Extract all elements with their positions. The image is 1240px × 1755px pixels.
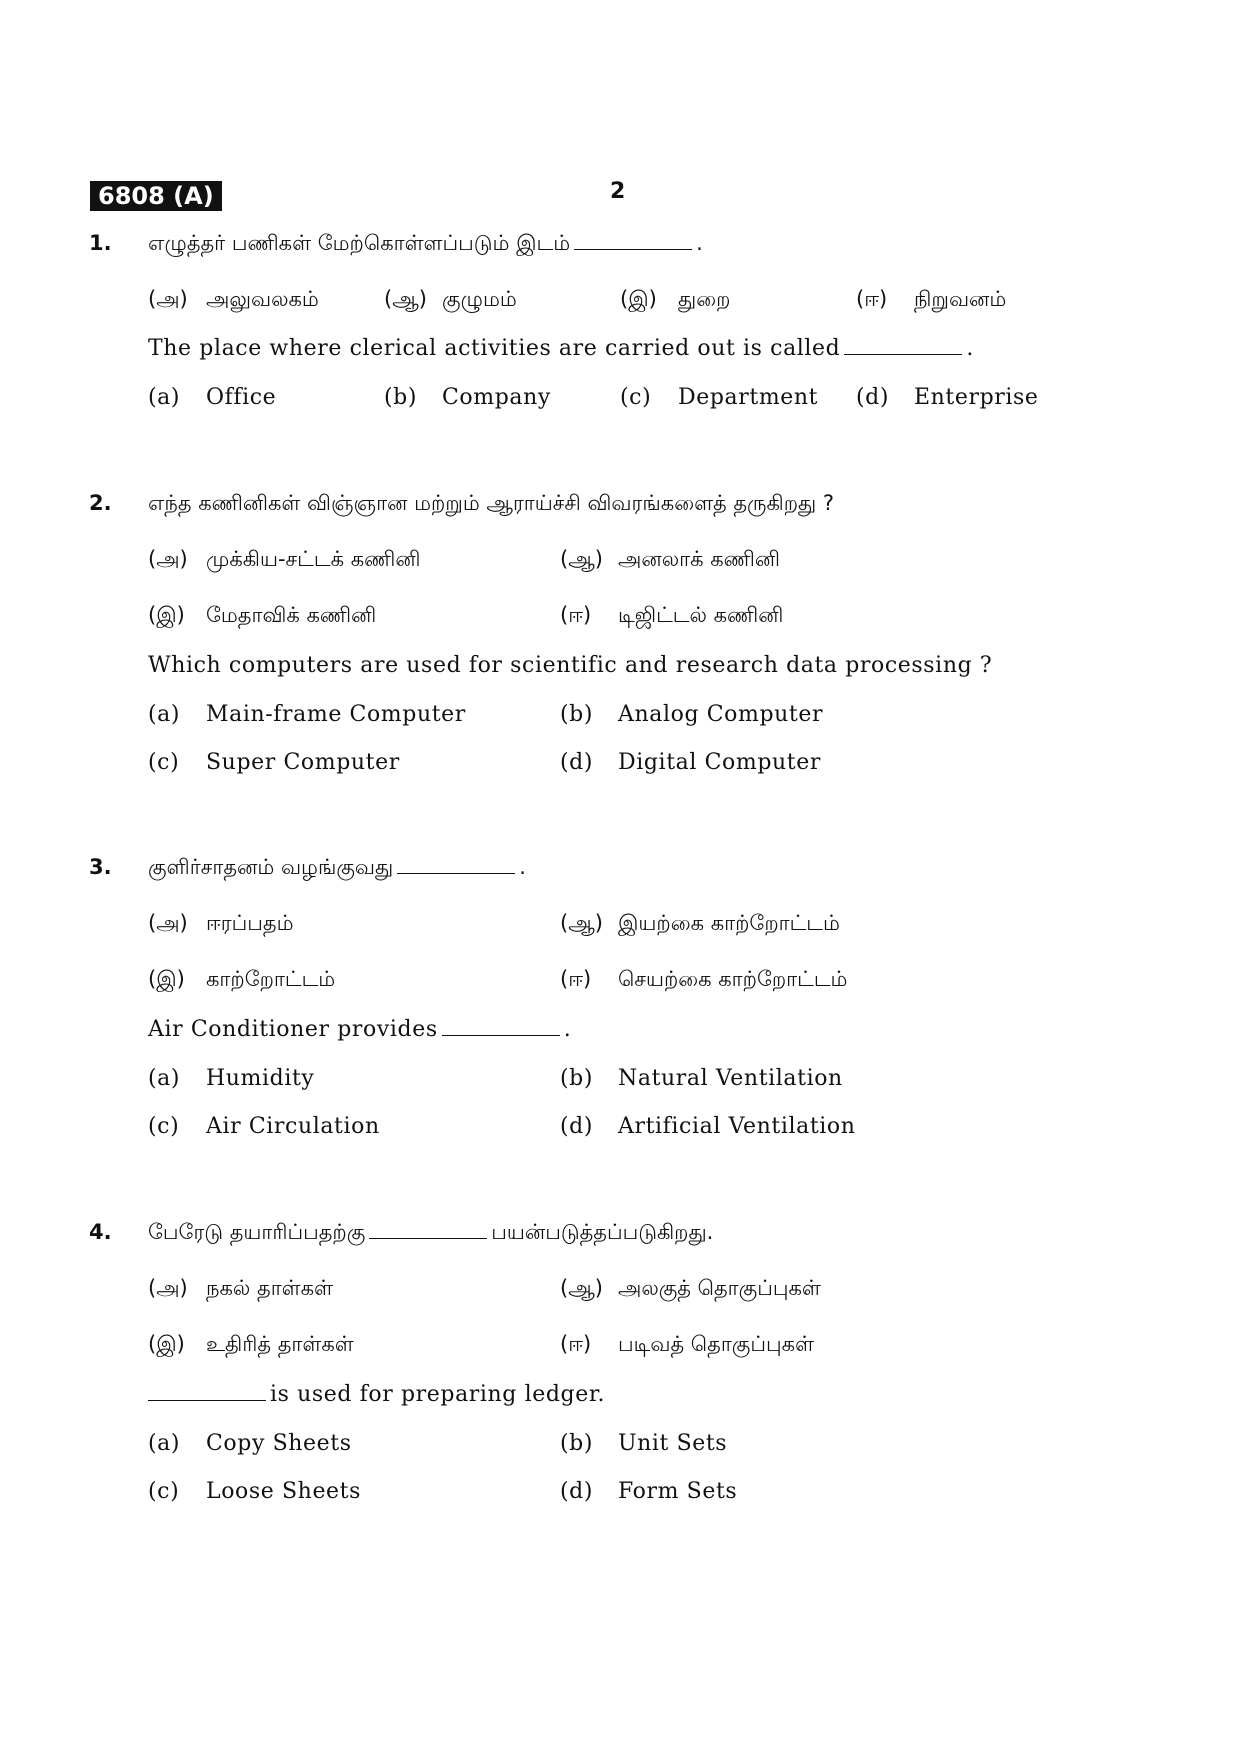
english-options-row: (c) Air Circulation (d) Artificial Ventilation	[148, 1114, 856, 1139]
tamil-options-row: (இ) காற்றோட்டம் (ஈ) செயற்கை காற்றோட்டம்	[148, 967, 848, 991]
answer-blank	[148, 1382, 266, 1401]
stem-text: Which computers are used for scientific and research data processing ?	[148, 653, 993, 678]
stem-end: .	[966, 336, 974, 361]
question-tamil-stem	[0, 1217, 1240, 1257]
tamil-options-row: (இ) மேதாவிக் கணினி (ஈ) டிஜிட்டல் கணினி	[148, 603, 784, 627]
english-options-row: (a) Office (b) Company (c) Department (d) Enterprise	[148, 385, 1039, 410]
question-tamil-stem	[0, 852, 1240, 892]
tamil-options-row: (அ) அலுவலகம் (ஆ) குழுமம் (இ) துறை (ஈ) நிறுவனம்	[148, 287, 1007, 311]
question-number: 4.	[89, 1220, 112, 1244]
stem-end: .	[696, 231, 703, 255]
question-number: 2.	[89, 491, 112, 515]
stem-end: பயன்படுத்தப்படுகிறது.	[491, 1220, 714, 1244]
stem-end: .	[519, 855, 526, 879]
answer-blank	[397, 855, 515, 874]
question-english-stem	[0, 1380, 1240, 1420]
answer-blank	[844, 336, 962, 355]
question-english-stem	[0, 334, 1240, 374]
question-number: 3.	[89, 855, 112, 879]
question-tamil-stem	[0, 488, 1240, 528]
stem-text: எந்த கணினிகள் விஞ்ஞான மற்றும் ஆராய்ச்சி விவரங்களைத் தருகிறது ?	[148, 491, 835, 515]
english-options-row: (a) Copy Sheets (b) Unit Sets	[148, 1431, 728, 1456]
page-header	[90, 181, 1150, 213]
stem-text: is used for preparing ledger.	[270, 1382, 606, 1407]
page-number: 2	[610, 179, 626, 204]
question-tamil-stem	[0, 228, 1240, 268]
stem-text: Air Conditioner provides	[148, 1017, 438, 1042]
tamil-options-row: (அ) முக்கிய-சட்டக் கணினி (ஆ) அனலாக் கணினி	[148, 547, 781, 571]
question-english-stem	[0, 1015, 1240, 1055]
tamil-options-row: (அ) ஈரப்பதம் (ஆ) இயற்கை காற்றோட்டம்	[148, 911, 840, 935]
stem-end: .	[563, 1017, 572, 1042]
english-options-row: (c) Super Computer (d) Digital Computer	[148, 750, 821, 775]
stem-text: The place where clerical activities are carried out is called	[148, 336, 841, 361]
paper-code: 6808 (A)	[90, 181, 222, 211]
question-english-stem	[0, 651, 1240, 691]
question-number: 1.	[89, 231, 112, 255]
answer-blank	[574, 231, 692, 250]
tamil-options-row: (அ) நகல் தாள்கள் (ஆ) அலகுத் தொகுப்புகள்	[148, 1276, 821, 1300]
english-options-row: (a) Humidity (b) Natural Ventilation	[148, 1066, 843, 1091]
english-options-row: (a) Main-frame Computer (b) Analog Computer	[148, 702, 824, 727]
english-options-row: (c) Loose Sheets (d) Form Sets	[148, 1479, 738, 1504]
stem-text: குளிர்சாதனம் வழங்குவது	[148, 855, 394, 879]
stem-text: எழுத்தர் பணிகள் மேற்கொள்ளப்படும் இடம்	[148, 231, 571, 255]
tamil-options-row: (இ) உதிரித் தாள்கள் (ஈ) படிவத் தொகுப்புகள்	[148, 1332, 814, 1356]
stem-text: பேரேடு தயாரிப்பதற்கு	[148, 1220, 366, 1244]
answer-blank	[369, 1220, 487, 1239]
answer-blank	[442, 1017, 560, 1036]
